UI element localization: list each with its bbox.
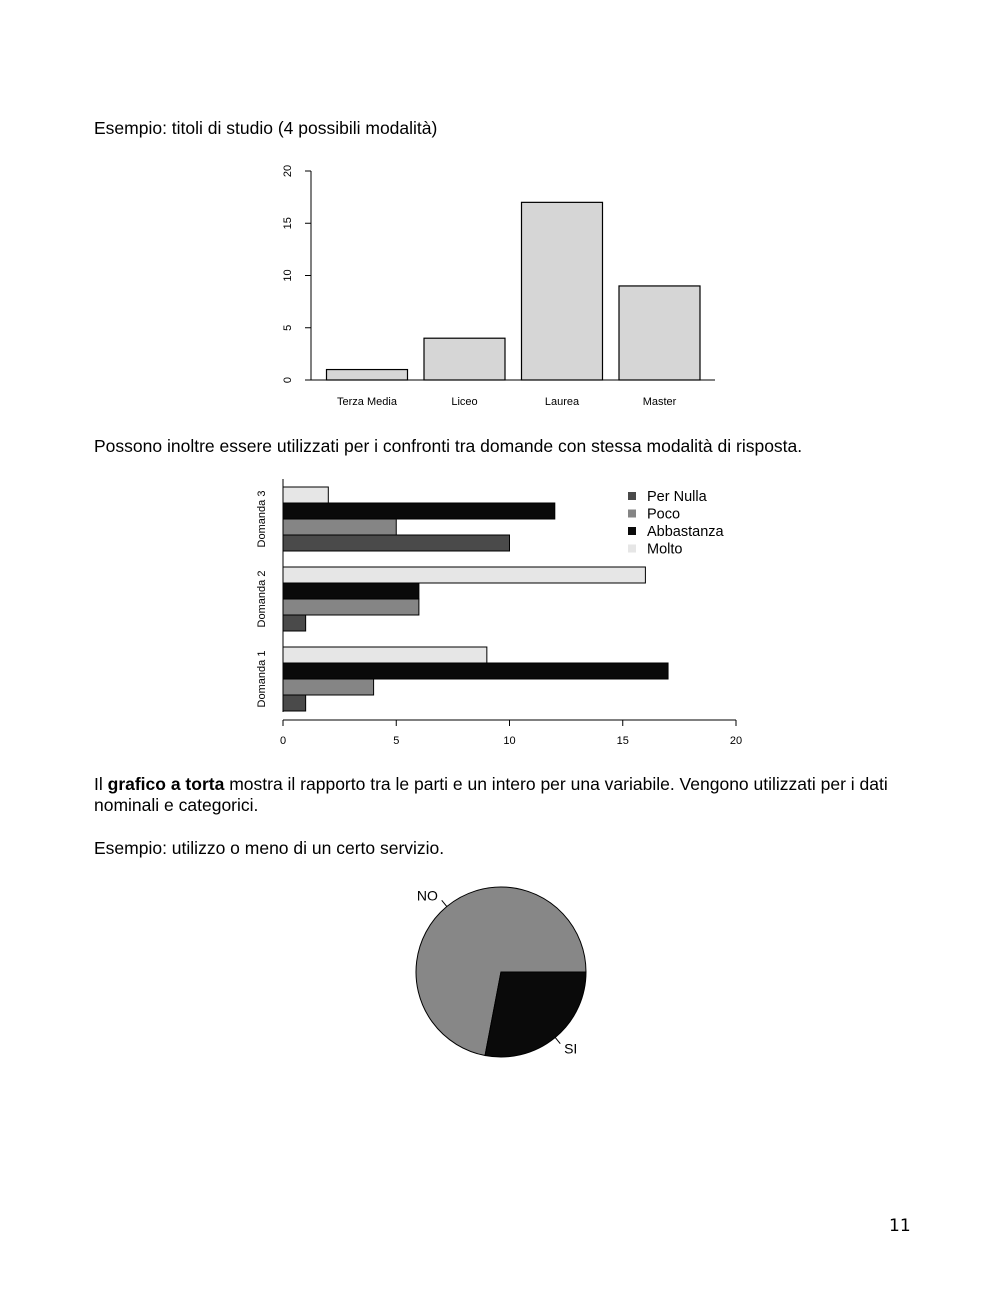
y-tick-label: 0 bbox=[282, 376, 294, 384]
x-tick-label: 5 bbox=[393, 735, 400, 747]
x-category-label: Terza Media bbox=[337, 396, 397, 408]
pie-label-leader bbox=[442, 900, 447, 906]
y-category-label: Domanda 3 bbox=[256, 490, 268, 548]
legend-label: Per Nulla bbox=[647, 489, 707, 505]
legend-label: Abbastanza bbox=[647, 524, 724, 540]
x-tick-label: 10 bbox=[503, 735, 516, 747]
paragraph-torta-end: mostra il rapporto tra le parti e un intero per una variabile. Vengono utilizzati per i dati nominali e categorici. bbox=[94, 774, 888, 815]
y-tick-label: 15 bbox=[282, 217, 294, 230]
y-tick-label: 10 bbox=[282, 269, 294, 282]
x-category-label: Liceo bbox=[451, 396, 478, 408]
x-tick-label: 15 bbox=[616, 735, 629, 747]
pie-slice-label: SI bbox=[564, 1040, 578, 1057]
x-category-label: Master bbox=[642, 396, 677, 408]
x-tick-label: 0 bbox=[279, 735, 287, 747]
paragraph-confronti: Possono inoltre essere utilizzati per i confronti tra domande con stessa modalità di risposta. bbox=[94, 436, 803, 456]
y-tick-label: 5 bbox=[282, 324, 294, 331]
x-category-label: Laurea bbox=[544, 396, 580, 408]
pie-label-leader bbox=[555, 1037, 560, 1043]
paragraph-servizio: Esempio: utilizzo o meno di un certo servizio. bbox=[94, 838, 445, 858]
pie-slice-label: NO bbox=[416, 887, 438, 904]
x-tick-label: 20 bbox=[729, 735, 743, 747]
y-category-label: Domanda 1 bbox=[256, 650, 268, 708]
page-number: 11 bbox=[889, 1216, 911, 1236]
y-tick-label: 20 bbox=[282, 164, 294, 178]
y-category-label: Domanda 2 bbox=[256, 570, 268, 628]
legend-label: Poco bbox=[647, 506, 681, 523]
paragraph-titoli-studio: Esempio: titoli di studio (4 possibili modalità) bbox=[94, 118, 438, 138]
legend-label: Molto bbox=[647, 541, 683, 558]
paragraph-torta-start: Il bbox=[94, 774, 108, 794]
paragraph-torta-bold: grafico a torta bbox=[107, 774, 225, 794]
